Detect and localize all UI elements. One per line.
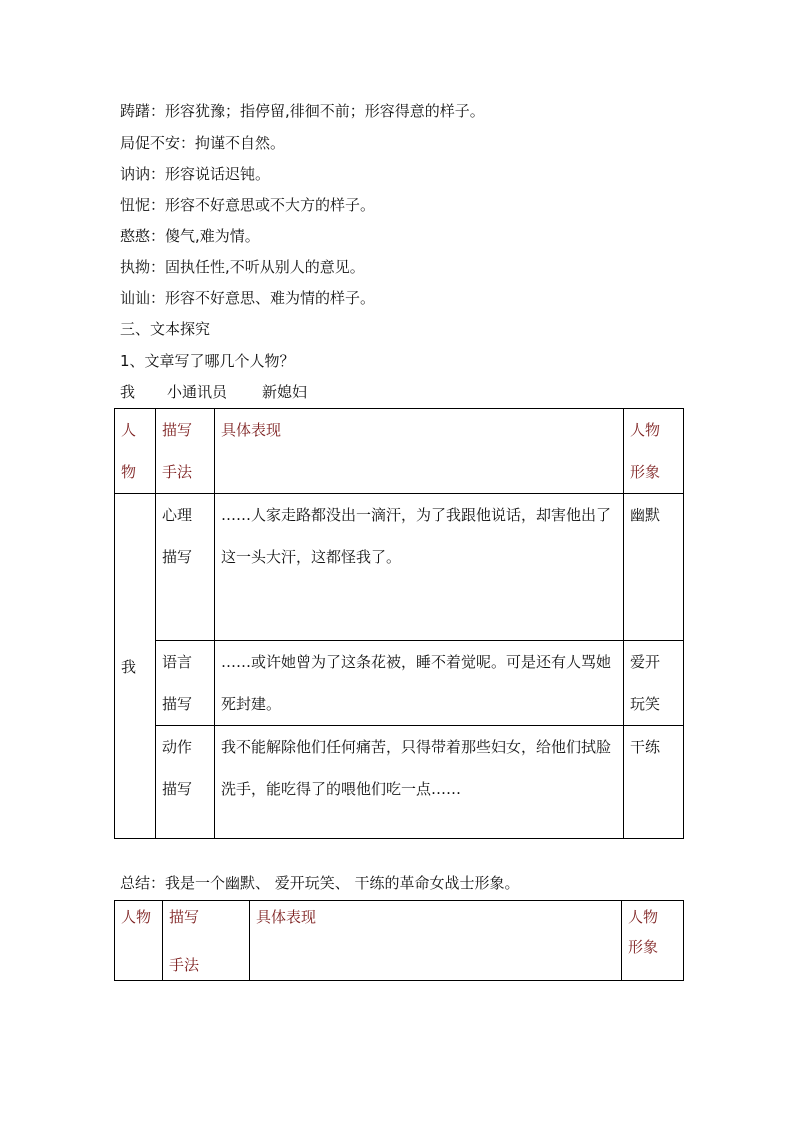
summary-line: 总结：我是一个幽默、 爱开玩笑、 干练的革命女战士形象。	[120, 874, 520, 892]
character-name: 我	[120, 383, 136, 401]
definition-line: 忸怩：形容不好意思或不大方的样子。	[120, 196, 376, 214]
character-name: 新媳妇	[262, 383, 308, 401]
table-row	[115, 641, 684, 726]
table-header-row	[115, 901, 684, 981]
definition-line: 讪讪：形容不好意思、难为情的样子。	[120, 289, 376, 307]
table-header-row	[115, 409, 684, 494]
header-person: 人物	[115, 901, 163, 981]
character-list	[120, 382, 307, 402]
header-person: 人 物	[115, 409, 156, 494]
method-cell: 动作 描写	[156, 726, 215, 839]
header-detail: 具体表现	[215, 409, 624, 494]
image-cell: 幽默	[624, 494, 684, 641]
detail-cell: 我不能解除他们任何痛苦，只得带着那些妇女，给他们拭脸洗手，能吃得了的喂他们吃一点……	[215, 726, 624, 839]
header-image: 人物 形象	[624, 409, 684, 494]
header-method: 描写 手法	[163, 901, 250, 981]
method-cell: 心理 描写	[156, 494, 215, 641]
table-row	[115, 726, 684, 839]
definition-line: 讷讷：形容说话迟钝。	[120, 165, 271, 183]
character-analysis-table	[114, 408, 684, 839]
definition-line: 踌躇：形容犹豫；指停留,徘徊不前；形容得意的样子。	[120, 102, 485, 120]
detail-cell: ……或许她曾为了这条花被，睡不着觉呢。可是还有人骂她死封建。	[215, 641, 624, 726]
image-cell: 干练	[624, 726, 684, 839]
definition-line: 执拗：固执任性,不听从别人的意见。	[120, 258, 365, 276]
detail-cell: ……人家走路都没出一滴汗，为了我跟他说话，却害他出了这一头大汗，这都怪我了。	[215, 494, 624, 641]
image-cell: 爱开 玩笑	[624, 641, 684, 726]
character-analysis-table-2	[114, 900, 684, 981]
person-cell: 我	[115, 494, 156, 839]
definition-line: 憨憨：傻气,难为情。	[120, 227, 260, 245]
character-name: 小通讯员	[167, 383, 228, 401]
table-row	[115, 494, 684, 641]
definition-line: 局促不安：拘谨不自然。	[120, 134, 286, 152]
header-image: 人物 形象	[622, 901, 684, 981]
header-method: 描写 手法	[156, 409, 215, 494]
method-cell: 语言 描写	[156, 641, 215, 726]
section-title: 三、文本探究	[120, 320, 211, 338]
header-detail: 具体表现	[250, 901, 622, 981]
question-1: 1、文章写了哪几个人物？	[120, 352, 295, 370]
